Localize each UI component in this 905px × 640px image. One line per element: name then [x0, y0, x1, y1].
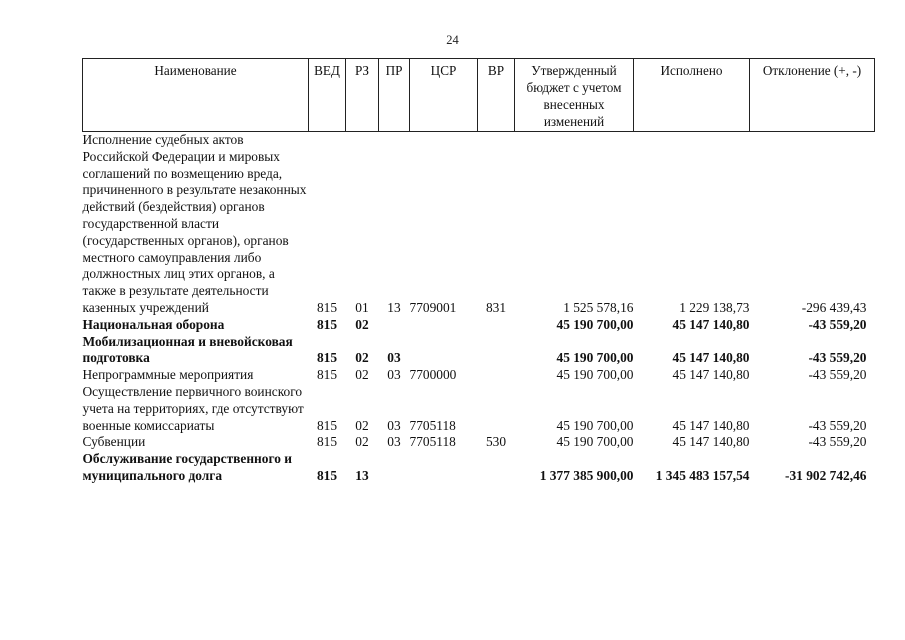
row-ved: 815: [316, 467, 338, 483]
table-row: [83, 334, 875, 368]
row-deviation: -43 559,20: [808, 417, 867, 433]
row-rz: 01: [355, 299, 369, 315]
table-row: [83, 132, 875, 317]
row-csr: 7709001: [409, 299, 457, 315]
row-name: Обслуживание государственного и муниципального долга: [82, 451, 292, 483]
row-pr: [379, 451, 410, 485]
table-row: [83, 317, 875, 334]
row-plan: 45 190 700,00: [556, 434, 634, 450]
row-vr: [478, 451, 515, 485]
row-vr: [478, 317, 515, 334]
row-pr: [379, 317, 410, 334]
row-rz: 02: [355, 367, 369, 383]
budget-table: [82, 58, 875, 485]
row-ved: 815: [316, 299, 338, 315]
row-vr: [478, 334, 515, 368]
row-rz: 02: [355, 316, 369, 332]
row-csr: [410, 317, 478, 334]
row-exec: 45 147 140,80: [672, 316, 750, 332]
row-exec: 1 229 138,73: [679, 299, 750, 315]
row-plan: 1 377 385 900,00: [539, 467, 634, 483]
row-plan: 45 190 700,00: [556, 350, 634, 366]
row-ved: 815: [316, 350, 338, 366]
row-name: Осуществление первичного воинского учета на территориях, где отсутствуют военные комиссариаты: [82, 383, 304, 433]
header-plan: Утвержденный бюджет с учетом внесенных изменений: [515, 59, 634, 132]
table-header-row: [83, 59, 875, 132]
row-exec: 45 147 140,80: [672, 434, 750, 450]
row-plan: 45 190 700,00: [556, 417, 634, 433]
header-exec: Исполнено: [634, 59, 750, 132]
row-exec: 1 345 483 157,54: [655, 467, 750, 483]
row-plan: 45 190 700,00: [556, 316, 634, 332]
row-name: Непрограммные мероприятия: [82, 367, 254, 383]
table-row: [83, 384, 875, 434]
table-row: [83, 367, 875, 384]
row-pr: 03: [387, 350, 401, 366]
row-deviation: -296 439,43: [801, 299, 867, 315]
row-csr: 7705118: [409, 417, 456, 433]
row-pr: 03: [387, 417, 401, 433]
row-deviation: -43 559,20: [808, 434, 867, 450]
row-vr: 530: [485, 434, 507, 450]
row-rz: 13: [355, 467, 369, 483]
row-ved: 815: [316, 316, 338, 332]
row-vr: [478, 384, 515, 434]
row-exec: 45 147 140,80: [672, 350, 750, 366]
row-name: Национальная оборона: [82, 316, 225, 332]
row-pr: 03: [387, 367, 401, 383]
row-csr: 7705118: [409, 434, 456, 450]
row-exec: 45 147 140,80: [672, 367, 750, 383]
row-pr: 03: [387, 434, 401, 450]
header-deviation: Отклонение (+, -): [750, 59, 875, 132]
table-row: [83, 434, 875, 451]
table-row: [83, 451, 875, 485]
row-csr: [410, 334, 478, 368]
row-rz: 02: [355, 417, 369, 433]
row-deviation: -31 902 742,46: [785, 467, 867, 483]
row-ved: 815: [316, 417, 338, 433]
row-deviation: -43 559,20: [808, 316, 867, 332]
row-name: Мобилизационная и вневойсковая подготовка: [82, 333, 293, 366]
row-vr: 831: [485, 299, 507, 315]
row-vr: [478, 367, 515, 384]
header-name: Наименование: [83, 59, 309, 132]
row-plan: 45 190 700,00: [556, 367, 634, 383]
row-deviation: -43 559,20: [808, 350, 867, 366]
row-pr: 13: [387, 299, 401, 315]
row-exec: 45 147 140,80: [672, 417, 750, 433]
page-number: 24: [446, 33, 459, 47]
header-csr: ЦСР: [410, 59, 478, 132]
row-ved: 815: [316, 367, 338, 383]
row-csr: [410, 451, 478, 485]
row-name: Субвенции: [82, 434, 146, 450]
row-csr: 7700000: [409, 367, 457, 383]
row-plan: 1 525 578,16: [563, 299, 634, 315]
header-rz: РЗ: [346, 59, 379, 132]
row-ved: 815: [316, 434, 338, 450]
row-rz: 02: [355, 350, 369, 366]
row-rz: 02: [355, 434, 369, 450]
header-vr: ВР: [478, 59, 515, 132]
header-ved: ВЕД: [309, 59, 346, 132]
header-pr: ПР: [379, 59, 410, 132]
row-name: Исполнение судебных актов Российской Федерации и мировых соглашений по возмещению вреда, причиненного в результате незаконных действий (бездействия) органов государственной власти (государственных органов), органов местного самоуправления либо должностных лиц этих органов, а также в результате деятельности казенных учреждений: [82, 132, 307, 315]
row-deviation: -43 559,20: [808, 367, 867, 383]
